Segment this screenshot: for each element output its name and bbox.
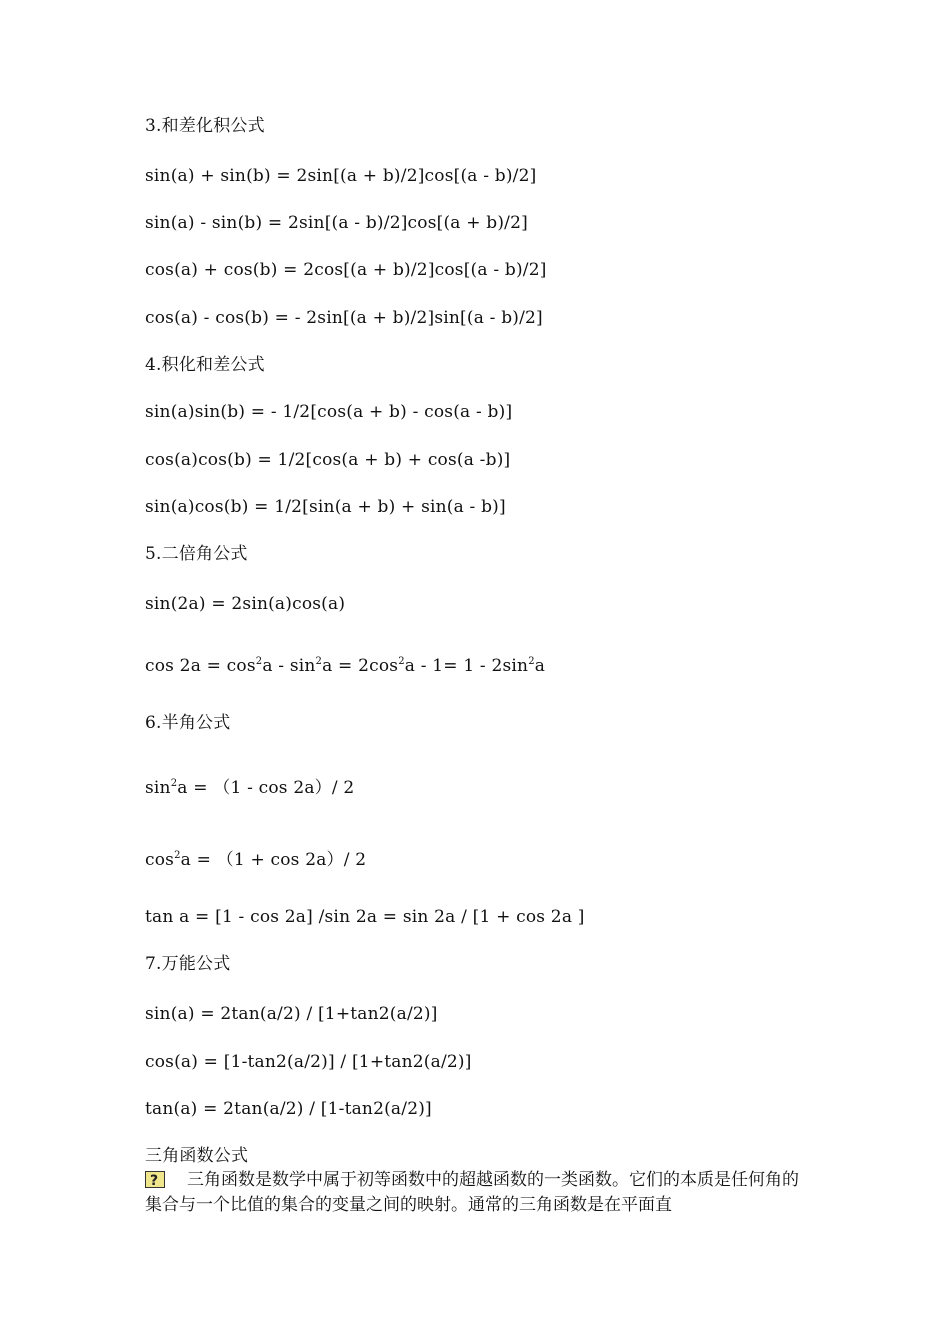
formula-text: a = （1 - cos 2a）/ 2: [177, 778, 355, 798]
formula-line: sin(a) - sin(b) = 2sin[(a - b)/2]cos[(a + b)/2]: [145, 213, 528, 233]
formula-text: a - 1= 1 - 2sin: [404, 656, 529, 676]
formula-line: cos(a) - cos(b) = - 2sin[(a + b)/2]sin[(a - b)/2]: [145, 308, 543, 328]
formula-line: tan a = [1 - cos 2a] /sin 2a = sin 2a / [1 + cos 2a ]: [145, 907, 585, 927]
trig-paragraph: [145, 1168, 809, 1218]
section-3-heading: 3.和差化积公式: [145, 116, 265, 136]
section-5-heading: 5.二倍角公式: [145, 544, 248, 564]
paragraph-text: 三角函数是数学中属于初等函数中的超越函数的一类函数。它们的本质是任何角的集合与一个比值的集合的变量之间的映射。通常的三角函数是在平面直: [145, 1170, 799, 1215]
formula-text: a: [534, 656, 546, 676]
formula-line: cos(a) = [1-tan2(a/2)] / [1+tan2(a/2)]: [145, 1052, 472, 1072]
formula-text: cos 2a = cos: [145, 656, 256, 676]
formula-line: sin(a)cos(b) = 1/2[sin(a + b) + sin(a - b)]: [145, 497, 506, 517]
section-7-heading: 7.万能公式: [145, 954, 231, 974]
help-icon[interactable]: [145, 1171, 165, 1188]
superscript: 2: [315, 656, 323, 667]
formula-text: a = （1 + cos 2a）/ 2: [180, 850, 367, 870]
section-6-heading: 6.半角公式: [145, 713, 231, 733]
formula-line: [145, 777, 354, 799]
formula-line: [145, 849, 366, 871]
superscript: 2: [528, 656, 535, 667]
section-4-heading: 4.积化和差公式: [145, 355, 265, 375]
formula-line: sin(a) + sin(b) = 2sin[(a + b)/2]cos[(a - b)/2]: [145, 166, 537, 186]
formula-line: cos(a)cos(b) = 1/2[cos(a + b) + cos(a -b)]: [145, 450, 511, 470]
formula-line: [145, 655, 545, 677]
superscript: 2: [170, 778, 178, 789]
formula-text: cos: [145, 850, 175, 870]
superscript: 2: [174, 850, 181, 861]
trig-title: 三角函数公式: [145, 1146, 249, 1166]
formula-text: sin: [145, 778, 171, 798]
formula-text: a = 2cos: [322, 656, 399, 676]
formula-line: sin(2a) = 2sin(a)cos(a): [145, 594, 346, 614]
formula-line: sin(a) = 2tan(a/2) / [1+tan2(a/2)]: [145, 1004, 438, 1024]
formula-line: tan(a) = 2tan(a/2) / [1-tan2(a/2)]: [145, 1099, 432, 1119]
superscript: 2: [255, 656, 263, 667]
superscript: 2: [398, 656, 405, 667]
formula-line: sin(a)sin(b) = - 1/2[cos(a + b) - cos(a - b)]: [145, 402, 513, 422]
formula-line: cos(a) + cos(b) = 2cos[(a + b)/2]cos[(a - b)/2]: [145, 260, 547, 280]
formula-text: a - sin: [262, 656, 316, 676]
